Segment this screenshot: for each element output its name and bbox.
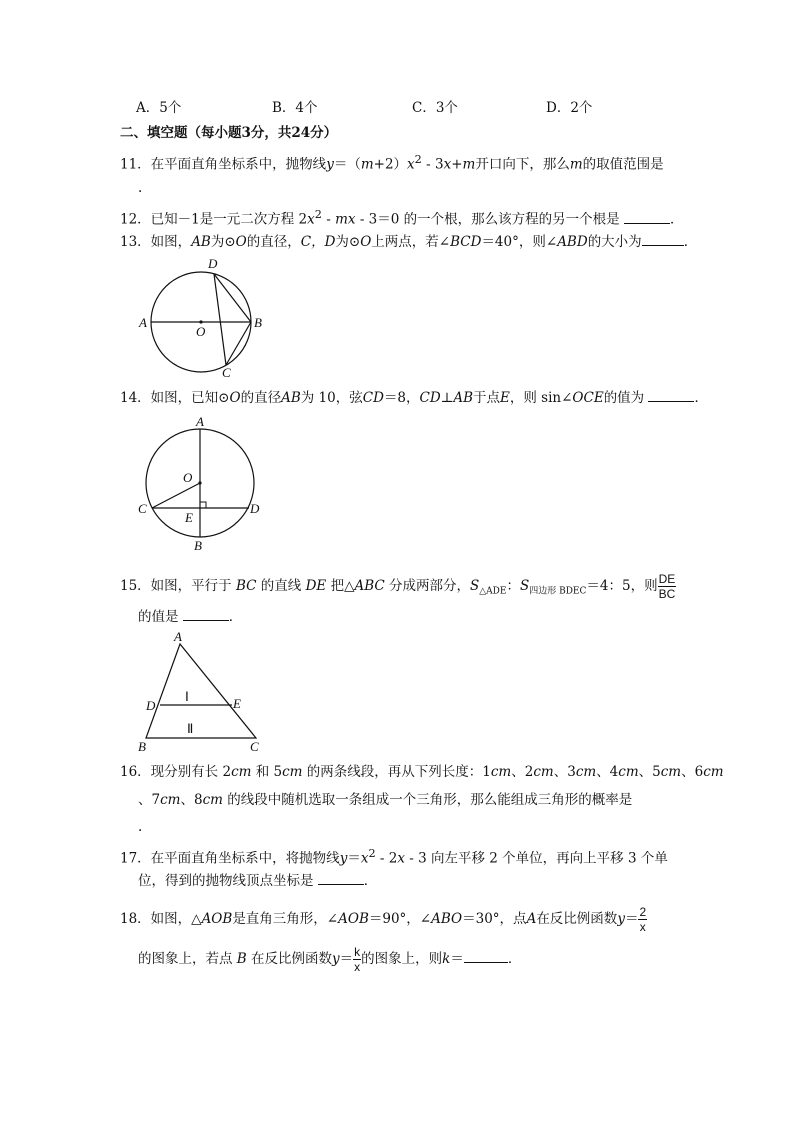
option-d: D．2个 [546, 100, 593, 116]
label-o: O [183, 470, 193, 485]
label-a: A [174, 629, 182, 644]
question-16-end: . [138, 819, 143, 835]
answer-blank-14[interactable] [648, 389, 694, 402]
label-d: D [250, 501, 260, 516]
segment-oc [152, 483, 200, 508]
label-d: D [146, 698, 156, 713]
fraction-2-x: $\frac{2}{x}$ [639, 905, 647, 934]
answer-blank-13[interactable] [642, 233, 684, 246]
answer-blank-18[interactable] [464, 950, 508, 963]
option-b: B．4个 [272, 100, 318, 116]
label-b: B [254, 315, 262, 330]
label-d: D [208, 256, 218, 271]
figure-15 [132, 628, 272, 756]
question-12: 12．已知－1是一元二次方程 $2x^2$ - mx - 3＝0 的一个根，那么该方程的另一个根是 ． [120, 208, 684, 228]
fraction-de-bc: $\frac{DE}{BC}$ [658, 572, 676, 601]
question-18: 18．如图，△AOB是直角三角形，∠AOB＝90°，∠ABO＝30°，点A在反比例函数y＝ $\frac{2}{x}$ [120, 905, 647, 934]
center-point [198, 481, 201, 484]
answer-blank-15[interactable] [183, 608, 229, 621]
label-b: B [138, 739, 146, 754]
label-c: C [222, 365, 231, 380]
question-11-end: . [138, 180, 143, 196]
question-14: 14．如图，已知⊙O的直径AB为 10，弦CD＝8，CD⊥AB于点E，则 sin∠OCE的值为 ． [120, 390, 708, 406]
label-e: E [185, 510, 193, 525]
label-e: E [233, 696, 241, 711]
question-13: 13．如图，AB为⊙O的直径，C，D为⊙O上两点，若∠BCD＝40°，则∠ABD的大小为 ． [120, 234, 698, 250]
question-16: 16．现分别有长 2cm 和 5cm 的两条线段，再从下列长度：1cm、2cm、3cm、4cm、5cm、6cm [120, 764, 724, 780]
answer-blank-12[interactable] [624, 211, 670, 224]
question-17: 17．在平面直角坐标系中，将抛物线$y=x^2 - 2x - 3$ 向左平移 2 个单位，再向上平移 3 个单 [120, 847, 668, 867]
question-18-line2: 的图象上，若点 B 在反比例函数y＝ $\frac{k}{x}$ 的图象上，则k＝ ． [138, 945, 522, 974]
question-15: 15．如图，平行于 BC 的直线 DE 把△ABC 分成两部分，$S_{\triangle ADE}$：$S_{四边形 BDEC}=4$：5，则 $\frac{DE}{BC}$ [120, 572, 676, 601]
figure-14 [130, 410, 280, 560]
label-a: A [139, 315, 147, 330]
triangle-abc [146, 644, 256, 738]
label-c: C [138, 501, 147, 516]
region-ii-label: Ⅱ [187, 721, 194, 736]
label-b: B [194, 538, 202, 553]
question-15-line2: 的值是 ． [138, 609, 243, 625]
label-a: A [196, 414, 204, 429]
question-17-line2: 位，得到的抛物线顶点坐标是 ． [138, 873, 378, 889]
question-11: 11．在平面直角坐标系中，抛物线$y=(m+2)x^2 - 3x+m$开口向下，那么m的取值范围是 [120, 153, 664, 173]
chord-bc [226, 322, 251, 365]
right-angle-mark [200, 502, 206, 508]
label-c: C [250, 739, 259, 754]
question-16-line2: 、7cm、8cm 的线段中随机选取一条组成一个三角形，那么能组成三角形的概率是 [138, 792, 633, 808]
answer-blank-17[interactable] [318, 872, 364, 885]
option-a: A．5个 [136, 100, 182, 116]
region-i-label: Ⅰ [185, 689, 189, 704]
option-c: C．3个 [412, 100, 458, 116]
label-o: O [196, 324, 206, 339]
section-title: 二、填空题（每小题3分，共24分） [120, 125, 338, 141]
figure-13 [130, 250, 280, 380]
fraction-k-x: $\frac{k}{x}$ [354, 945, 361, 974]
